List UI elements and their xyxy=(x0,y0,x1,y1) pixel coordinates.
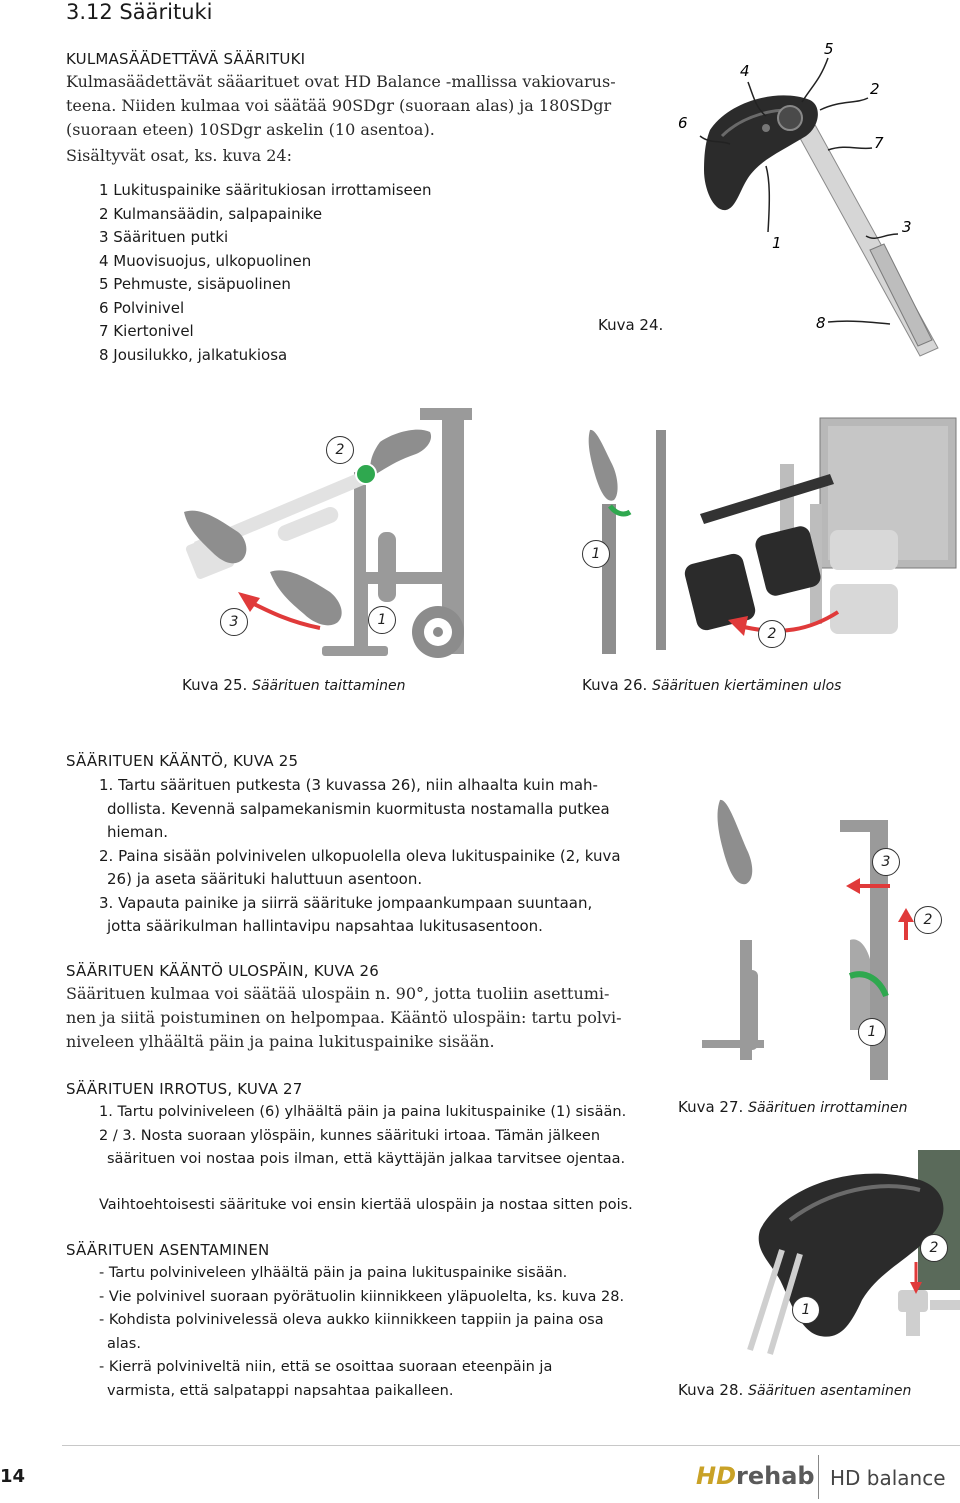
kulma-paragraph xyxy=(66,70,686,168)
parts-list-item: 8 Jousilukko, jalkatukiosa xyxy=(99,345,288,364)
irrotus-steps xyxy=(99,1101,679,1172)
parts-list-item: 5 Pehmuste, sisäpuolinen xyxy=(99,275,291,293)
fig25-caption-number: Kuva 25. xyxy=(182,676,248,694)
asentaminen-line: alas. xyxy=(107,1335,141,1352)
logo-rehab-text: rehab xyxy=(736,1462,815,1490)
fig26-label-2: 2 xyxy=(758,620,786,648)
kulma-line-1: Kulmasäädettävät sääarituet ovat HD Balance -mallissa vakiovarus- xyxy=(66,72,616,91)
footer-separator xyxy=(818,1455,819,1499)
fig24-label-5: 5 xyxy=(824,40,834,58)
step-line: 1. Tartu säärituen putkesta (3 kuvassa 26), niin alhaalta kuin mah- xyxy=(99,776,598,794)
logo-hd-mark: HD xyxy=(696,1462,737,1490)
asentaminen-steps xyxy=(99,1262,679,1403)
mounting-pin xyxy=(898,1290,960,1336)
kulma-line-4: Sisältyvät osat, ks. kuva 24: xyxy=(66,146,292,165)
parts-list-item: 3 Säärituen putki xyxy=(99,228,229,246)
fig27-caption xyxy=(678,1098,907,1116)
section-heading-ulospain: SÄÄRITUEN KÄÄNTÖ ULOSPÄIN, KUVA 26 xyxy=(66,962,379,980)
fig24-label-2: 2 xyxy=(870,80,880,98)
product-name: HD balance xyxy=(830,1466,946,1490)
footer-divider xyxy=(62,1445,960,1446)
fig25-caption xyxy=(182,676,405,694)
kaanto-steps xyxy=(99,774,679,939)
fig27-caption-text: Säärituen irrottaminen xyxy=(748,1100,908,1116)
asentaminen-line: - Kierrä polviniveltä niin, että se osoittaa suoraan eteenpäin ja xyxy=(99,1359,553,1375)
page-title: 3.12 Säärituki xyxy=(66,0,213,24)
caster-wheel xyxy=(412,606,464,658)
fig26-label-1: 1 xyxy=(582,540,610,568)
fig24-label-6: 6 xyxy=(678,114,688,132)
step-line: hieman. xyxy=(107,823,168,841)
fig24-caption: Kuva 24. xyxy=(598,316,664,334)
irrotus-line: säärituen voi nostaa pois ilman, että käyttäjän jalkaa tarvitsee ojentaa. xyxy=(107,1151,626,1167)
fig26-caption-number: Kuva 26. xyxy=(582,676,648,694)
fig28-caption-number: Kuva 28. xyxy=(678,1381,744,1399)
fig24-label-7: 7 xyxy=(874,134,884,152)
fig28-install-illustration xyxy=(730,1150,960,1370)
fig26-caption xyxy=(582,676,841,694)
ulospain-line: niveleen ylhäältä päin ja paina lukituspainike sisään. xyxy=(66,1032,495,1051)
step-line: 26) ja aseta säärituki haluttuun asentoon. xyxy=(107,870,423,888)
fig-mid-label-3: 3 xyxy=(872,848,900,876)
parts-list-item: 6 Polvinivel xyxy=(99,298,185,317)
fig27-caption-number: Kuva 27. xyxy=(678,1098,744,1116)
section-heading-kaanto: SÄÄRITUEN KÄÄNTÖ, KUVA 25 xyxy=(66,752,299,770)
irrotus-line: 2 / 3. Nosta suoraan ylöspäin, kunnes säärituki irtoaa. Tämän jälkeen xyxy=(99,1127,601,1144)
section-heading-irrotus: SÄÄRITUEN IRROTUS, KUVA 27 xyxy=(66,1080,303,1098)
asentaminen-line: - Vie polvinivel suoraan pyörätuolin kiinnikkeen yläpuolelta, ks. kuva 28. xyxy=(99,1288,625,1305)
fig28-caption-text: Säärituen asentaminen xyxy=(748,1383,912,1399)
step-line: jotta säärikulman hallintavipu napsahtaa lukitusasentoon. xyxy=(107,917,543,935)
fig24-label-1: 1 xyxy=(772,234,782,252)
section-heading-asentaminen: SÄÄRITUEN ASENTAMINEN xyxy=(66,1241,270,1259)
step-line: dollista. Kevennä salpamekanismin kuormitusta nostamalla putkea xyxy=(107,799,610,818)
fig24-legrest-illustration xyxy=(670,40,940,360)
kulma-line-2: teena. Niiden kulmaa voi säätää 90SDgr (suoraan alas) ja 180SDgr xyxy=(66,96,612,115)
hand-icon xyxy=(718,800,753,884)
parts-list-item: 1 Lukituspainike sääritukiosan irrottamiseen xyxy=(99,181,432,199)
brand-logo xyxy=(696,1462,815,1490)
parts-list-item: 4 Muovisuojus, ulkopuolinen xyxy=(99,251,312,270)
section-heading-kulma: KULMASÄÄDETTÄVÄ SÄÄRITUKI xyxy=(66,50,306,68)
fig25-caption-text: Säärituen taittaminen xyxy=(252,678,406,694)
irrotus-line: 1. Tartu polviniveleen (6) ylhäältä päin ja paina lukituspainike (1) sisään. xyxy=(99,1104,627,1120)
ulospain-paragraph xyxy=(66,982,676,1054)
fig24-label-8: 8 xyxy=(816,314,826,332)
irrotus-alternative: Vaihtoehtoisesti säärituke voi ensin kiertää ulospäin ja nostaa sitten pois. xyxy=(99,1197,633,1213)
parts-list-item: 7 Kiertonivel xyxy=(99,322,194,340)
fig25-label-2: 2 xyxy=(326,436,354,464)
fig28-label-1: 1 xyxy=(792,1296,820,1324)
page-number: 14 xyxy=(0,1466,26,1487)
fig28-caption xyxy=(678,1381,911,1399)
fig25-label-3: 3 xyxy=(220,608,248,636)
fig24-label-3: 3 xyxy=(902,218,912,236)
footplates-dark xyxy=(683,524,823,632)
asentaminen-line: - Tartu polviniveleen ylhäältä päin ja paina lukituspainike sisään. xyxy=(99,1265,568,1281)
fig26-caption-text: Säärituen kiertäminen ulos xyxy=(652,678,842,694)
step-line: 3. Vapauta painike ja siirrä säärituke jompaankumpaan suuntaan, xyxy=(99,893,593,912)
fig-release-detail-illustration xyxy=(700,790,960,1080)
fig-mid-label-2: 2 xyxy=(914,906,942,934)
fig25-label-1: 1 xyxy=(368,606,396,634)
parts-list xyxy=(99,179,432,367)
ulospain-line: Säärituen kulmaa voi säätää ulospäin n. 90°, jotta tuoliin asettumi- xyxy=(66,984,610,1003)
footplates-light xyxy=(830,530,898,634)
asentaminen-line: - Kohdista polvinivelessä oleva aukko kiinnikkeen tappiin ja paina osa xyxy=(99,1312,604,1328)
fig28-label-2: 2 xyxy=(920,1234,948,1262)
kulma-line-3: (suoraan eteen) 10SDgr askelin (10 asentoa). xyxy=(66,120,435,139)
ulospain-line: nen ja siitä poistuminen on helpompaa. Kääntö ulospäin: tartu polvi- xyxy=(66,1008,622,1027)
fig24-label-4: 4 xyxy=(740,62,750,80)
fig-mid-label-1: 1 xyxy=(858,1018,886,1046)
parts-list-item: 2 Kulmansäädin, salpapainike xyxy=(99,204,323,223)
knee-joint xyxy=(704,95,818,210)
lock-button-icon xyxy=(356,464,376,484)
asentaminen-line: varmista, että salpatappi napsahtaa paikalleen. xyxy=(107,1382,454,1399)
step-line: 2. Paina sisään polvinivelen ulkopuolella oleva lukituspainike (2, kuva xyxy=(99,846,621,865)
